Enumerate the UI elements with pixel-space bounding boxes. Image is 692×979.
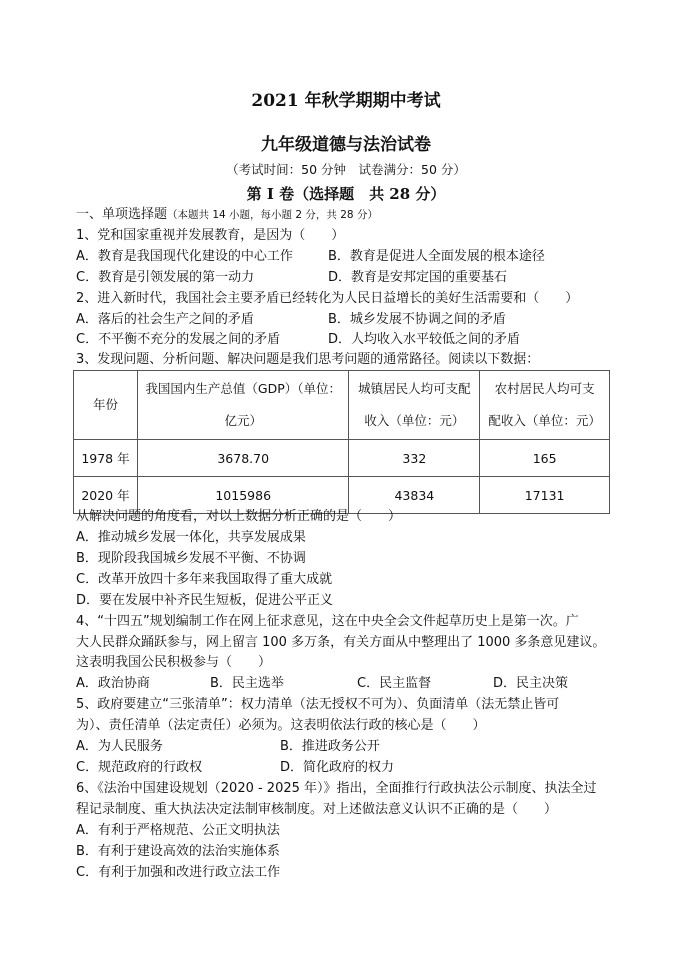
q3-stem: 3、发现问题、分析问题、解决问题是我们思考问题的通常路径。阅读以下数据： (76, 352, 540, 367)
table-cell: 1015986 (137, 477, 349, 514)
table-cell: 165 (480, 440, 610, 477)
q3-option-b: B．现阶段我国城乡发展不平衡、不协调 (76, 551, 306, 566)
q4-option-a: A．政治协商 (76, 676, 150, 691)
data-table (73, 370, 610, 514)
q6-option-c: C．有利于加强和改进行政立法工作 (76, 865, 281, 880)
table-row (74, 440, 610, 477)
table-header-cell: 年份 (74, 371, 138, 440)
q6-stem-line1: 6、《法治中国建设规划（2020 - 2025 年）》指出，全面推行行政执法公示制度、执法全过 (76, 781, 597, 796)
q4-option-d: D．民主决策 (493, 676, 569, 691)
q4-stem-line1: 4、“十四五”规划编制工作在网上征求意见，这在中央全会文件起草历史上是第一次。广 (76, 614, 579, 629)
q5-stem-line1: 5、政府要建立“三张清单”：权力清单（法无授权不可为）、负面清单（法无禁止皆可 (76, 697, 560, 712)
q1-option-b: B．教育是促进人全面发展的根本途径 (328, 249, 545, 264)
section-title: 一、单项选择题 (76, 207, 168, 222)
q4-stem-line2: 大人民群众踊跃参与，网上留言 100 多万条，有关方面从中整理出了 1000 多条意见建议。 (76, 635, 606, 650)
q5-option-c: C．规范政府的行政权 (76, 760, 203, 775)
q5-option-d: D．简化政府的权力 (280, 760, 395, 775)
q3-question: 从解决问题的角度看，对以上数据分析正确的是（ ） (76, 509, 402, 524)
q2-option-b: B．城乡发展不协调之间的矛盾 (328, 312, 506, 327)
q4-stem-line3: 这表明我国公民积极参与（ ） (76, 655, 272, 670)
q6-option-a: A．有利于严格规范、公正文明执法 (76, 823, 280, 838)
q5-option-b: B．推进政务公开 (280, 739, 380, 754)
table-cell: 332 (349, 440, 480, 477)
q5-stem-line2: 为）、责任清单（法定责任）必须为。这表明依法行政的核心是（ ） (76, 718, 486, 733)
exam-title: 2021 年秋学期期中考试 (251, 91, 441, 111)
q3-option-d: D．要在发展中补齐民生短板，促进公平正义 (76, 593, 334, 608)
table-cell: 43834 (349, 477, 480, 514)
q6-stem-line2: 程记录制度、重大执法决定法制审核制度。对上述做法意义认识不正确的是（ ） (76, 802, 558, 817)
exam-subtitle: 九年级道德与法治试卷 (261, 135, 431, 155)
table-cell: 3678.70 (137, 440, 349, 477)
q3-option-c: C．改革开放四十多年来我国取得了重大成就 (76, 572, 333, 587)
table-cell: 2020 年 (74, 477, 138, 514)
table-header-cell: 城镇居民人均可支配 收入（单位：元） (349, 371, 480, 440)
table-header-cell: 我国国内生产总值（GDP）（单位： 亿元） (137, 371, 349, 440)
q2-option-a: A．落后的社会生产之间的矛盾 (76, 312, 254, 327)
q2-option-d: D．人均收入水平较低之间的矛盾 (328, 332, 521, 347)
q1-option-a: A．教育是我国现代化建设的中心工作 (76, 249, 293, 264)
section-heading (76, 206, 378, 224)
q1-option-d: D．教育是安邦定国的重要基石 (328, 270, 508, 285)
table-header-row (74, 371, 610, 440)
q6-option-b: B．有利于建设高效的法治实施体系 (76, 844, 280, 859)
exam-info: （考试时间：50 分钟 试卷满分：50 分） (226, 162, 466, 177)
section-note: （本题共 14 小题，每小题 2 分，共 28 分） (167, 209, 378, 221)
q1-stem: 1、党和国家重视并发展教育，是因为（ ） (76, 228, 345, 243)
q2-stem: 2、进入新时代，我国社会主要矛盾已经转化为人民日益增长的美好生活需要和（ ） (76, 291, 579, 306)
table-header-cell: 农村居民人均可支 配收入（单位：元） (480, 371, 610, 440)
q3-option-a: A．推动城乡发展一体化，共享发展成果 (76, 530, 306, 545)
q2-option-c: C．不平衡不充分的发展之间的矛盾 (76, 332, 281, 347)
q1-option-c: C．教育是引领发展的第一动力 (76, 270, 255, 285)
q4-option-c: C．民主监督 (357, 676, 432, 691)
q5-option-a: A．为人民服务 (76, 739, 163, 754)
part-heading: 第 Ⅰ 卷（选择题 共 28 分） (246, 185, 446, 203)
q4-option-b: B．民主选举 (210, 676, 284, 691)
table-cell: 1978 年 (74, 440, 138, 477)
table-cell: 17131 (480, 477, 610, 514)
